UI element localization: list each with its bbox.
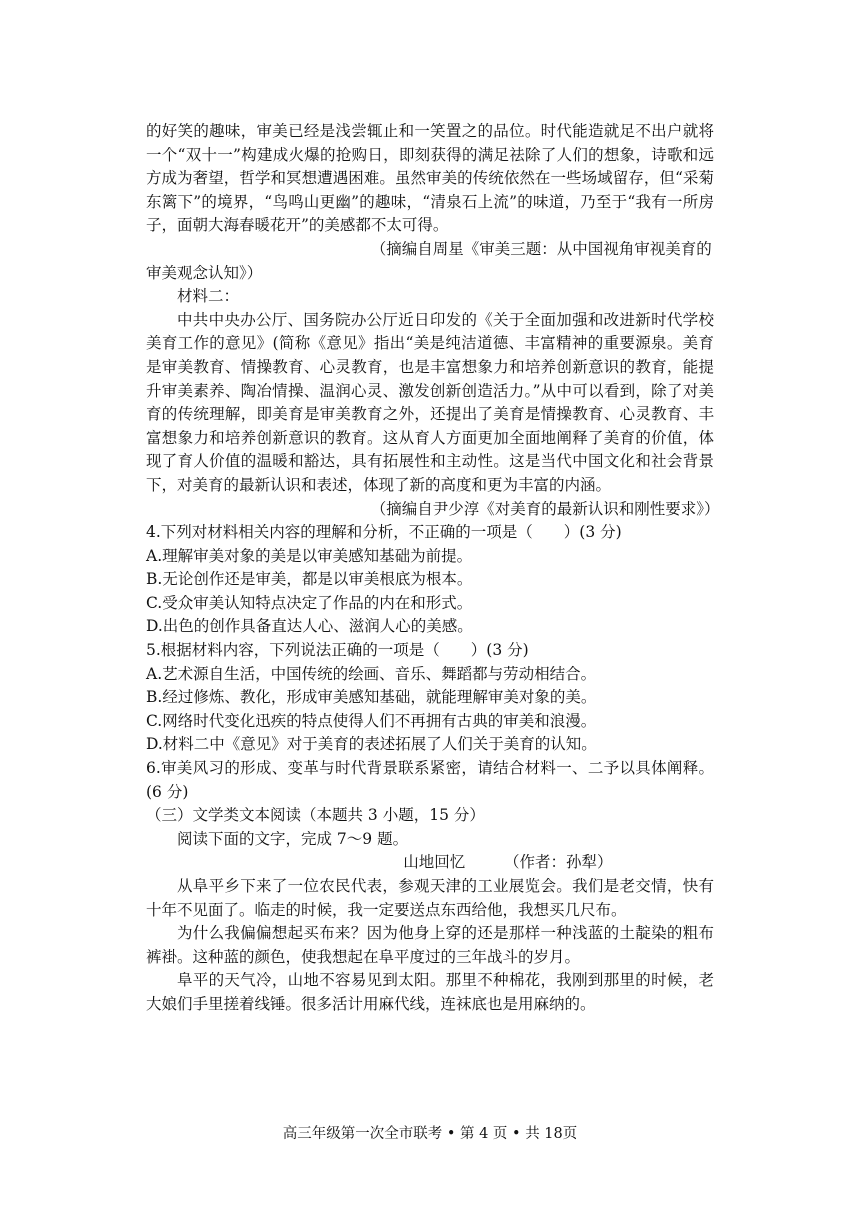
exam-page-body	[146, 120, 720, 1017]
question-4-option-b: B.无论创作还是审美，都是以审美根底为根本。	[146, 570, 473, 589]
question-4-option-d: D.出色的创作具备直达人心、滋润人心的美感。	[146, 617, 473, 636]
story-paragraph: 从阜平乡下来了一位农民代表，参观天津的工业展览会。我们是老交情，快有十年不见面了。临走的时候，我一定要送点东西给他，我想买几尺布。	[146, 877, 714, 919]
section-3-heading: （三）文学类文本阅读（本题共 3 小题，15 分）	[146, 806, 485, 825]
question-5-stem: 5.根据材料内容，下列说法正确的一项是（ ）(3 分)	[146, 641, 529, 660]
story-title: 山地回忆 （作者：孙犁）	[403, 853, 613, 872]
question-4-stem: 4.下列对材料相关内容的理解和分析，不正确的一项是（ ）(3 分)	[146, 523, 622, 542]
material2-heading: 材料二：	[177, 287, 240, 306]
material1-tail-paragraph: 的好笑的趣味，审美已经是浅尝辄止和一笑置之的品位。时代能造就足不出户就将一个“双十一”构建成火爆的抢购日，即刻获得的满足祛除了人们的想象，诗歌和远方成为奢望，哲学和冥想遭遇困难。虽然审美的传统依然在一些场域留存，但“采菊东篱下”的境界，“鸟鸣山更幽”的趣味，“清泉石上流”的味道，乃至于“我有一所房子，面朝大海春暖花开”的美感都不太可得。	[146, 122, 714, 235]
material2-paragraph: 中共中央办公厅、国务院办公厅近日印发的《关于全面加强和改进新时代学校美育工作的意见》(简称《意见》指出“美是纯洁道德、丰富精神的重要源泉。美育是审美教育、情操教育、心灵教育，也是丰富想象力和培养创新意识的教育，能提升审美素养、陶冶情操、温润心灵、激发创新创造活力。”从中可以看到，除了对美育的传统理解，即美育是审美教育之外，还提出了美育是情操教育、心灵教育、丰富想象力和培养创新意识的教育。这从育人方面更加全面地阐释了美育的价值，体现了育人价值的温暖和豁达，具有拓展性和主动性。这是当代中国文化和社会背景下，对美育的最新认识和表述，体现了新的高度和更为丰富的内涵。	[146, 310, 714, 494]
source-citation-1: （摘编自周星《审美三题：从中国视角审视美育的审美观念认知》）	[146, 239, 712, 282]
question-4-option-a: A.理解审美对象的美是以审美感知基础为前提。	[146, 546, 473, 565]
story-paragraph: 为什么我偏偏想起买布来？因为他身上穿的还是那样一种浅蓝的土靛染的粗布裤褂。这种蓝的颜色，使我想起在阜平度过的三年战斗的岁月。	[146, 924, 714, 966]
question-4-option-c: C.受众审美认知特点决定了作品的内在和形式。	[146, 593, 473, 612]
page-footer: 高三年级第一次全市联考 • 第 4 页 • 共 18页	[282, 1126, 578, 1142]
source-citation-2: （摘编自尹少淳《对美育的最新认识和刚性要求》）	[370, 499, 720, 518]
question-6-stem: 6.审美风习的形成、变革与时代背景联系紧密，请结合材料一、二予以具体阐释。(6 分)	[146, 759, 714, 801]
section-3-intro: 阅读下面的文字，完成 7～9 题。	[177, 829, 409, 848]
question-5-option-a: A.艺术源自生活，中国传统的绘画、音乐、舞蹈都与劳动相结合。	[146, 664, 597, 683]
story-paragraph: 阜平的天气冷，山地不容易见到太阳。那里不种棉花，我刚到那里的时候，老大娘们手里搓着线锤。很多活计用麻代线，连袜底也是用麻纳的。	[146, 971, 714, 1013]
question-5-option-b: B.经过修炼、教化，形成审美感知基础，就能理解审美对象的美。	[146, 688, 597, 707]
question-5-option-d: D.材料二中《意见》对于美育的表述拓展了人们关于美育的认知。	[146, 735, 597, 754]
question-5-option-c: C.网络时代变化迅疾的特点使得人们不再拥有古典的审美和浪漫。	[146, 711, 597, 730]
